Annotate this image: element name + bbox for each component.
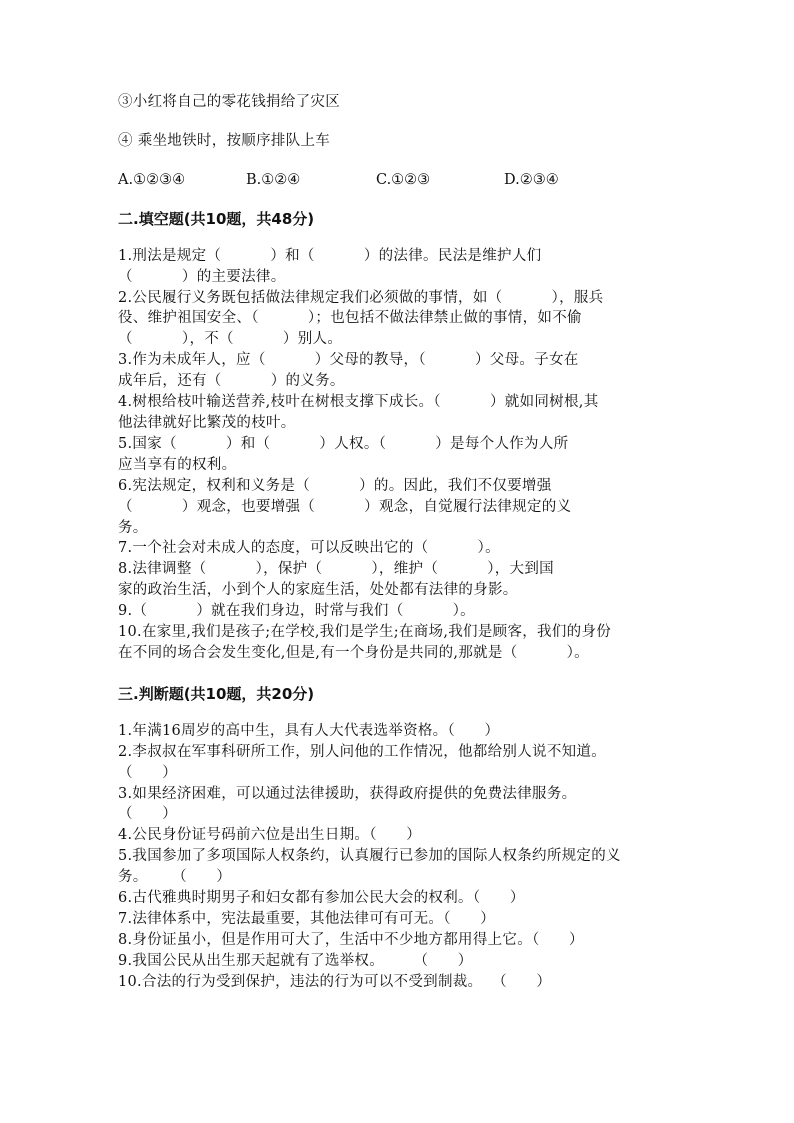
- judge-line: 9.我国公民从出生那天起就有了选举权。 （ ）: [118, 952, 473, 969]
- option-d: D.②③④: [504, 171, 559, 188]
- judge-line: 5.我国参加了多项国际人权条约，认真履行已参加的国际人权条约所规定的义: [118, 848, 621, 865]
- q8-item-4: ④ 乘坐地铁时，按顺序排队上车: [118, 132, 331, 149]
- fill-line: 役、维护祖国安全、（ ）；也包括不做法律禁止做的事情，如不偷: [118, 310, 582, 327]
- option-b: B.①②④: [246, 171, 301, 188]
- fill-line: 8.法律调整（ ），保护（ ），维护（ ），大到国: [118, 561, 554, 578]
- option-a: A.①②③④: [118, 171, 186, 188]
- fill-line: 他法律就好比繁茂的枝叶。: [118, 414, 296, 431]
- judge-line: （ ）: [118, 806, 178, 823]
- section-fill-in-heading: 二.填空题(共10题，共48分): [118, 209, 315, 228]
- fill-line: 9.（ ）就在我们身边，时常与我们（ ）。: [118, 603, 475, 620]
- q8-item-3: ③小红将自己的零花钱捐给了灾区: [118, 94, 340, 110]
- judge-line: 4.公民身份证号码前六位是出生日期。（ ）: [118, 827, 422, 844]
- fill-line: 务。: [118, 519, 148, 536]
- section-true-false-body: [118, 721, 678, 993]
- fill-line: 成年后，还有（ ）的义务。: [118, 373, 345, 390]
- fill-line: 5.国家（ ）和（ ）人权。（ ）是每个人作为人所: [118, 435, 569, 452]
- judge-line: 7.法律体系中，宪法最重要，其他法律可有可无。（ ）: [118, 911, 496, 927]
- judge-line: 务。 （ ）: [118, 869, 232, 886]
- fill-line: 在不同的场合会发生变化,但是,有一个身份是共同的,那就是（ ）。: [118, 644, 589, 661]
- fill-line: 4.树根给枝叶输送营养,枝叶在树根支撑下成长。（ ）就如同树根,其: [118, 394, 599, 411]
- fill-line: 家的政治生活，小到个人的家庭生活，处处都有法律的身影。: [118, 582, 518, 599]
- judge-line: 10.合法的行为受到保护，违法的行为可以不受到制裁。 （ ）: [118, 973, 552, 990]
- section-fill-in-body: [118, 246, 678, 664]
- fill-line: 1.刑法是规定（ ）和（ ）的法律。民法是维护人们: [118, 247, 542, 264]
- judge-line: 6.古代雅典时期男子和妇女都有参加公民大会的权利。（ ）: [118, 890, 525, 907]
- fill-line: 6.宪法规定，权利和义务是（ ）的。因此，我们不仅要增强: [118, 477, 552, 494]
- document-page: [118, 92, 678, 993]
- fill-line: 3.作为未成年人，应（ ）父母的教导，（ ）父母。子女在: [118, 352, 579, 369]
- judge-line: 1.年满16周岁的高中生，具有人大代表选举资格。（ ）: [118, 722, 500, 739]
- fill-line: 7.一个社会对未成人的态度，可以反映出它的（ ）。: [118, 540, 500, 557]
- fill-line: （ ）观念，也要增强（ ）观念，自觉履行法律规定的义: [118, 498, 572, 515]
- judge-line: 8.身份证虽小，但是作用可大了，生活中不少地方都用得上它。（ ）: [118, 931, 584, 948]
- fill-line: 应当享有的权利。: [118, 456, 237, 473]
- q8-options: [118, 170, 678, 191]
- option-c: C.①②③: [376, 171, 431, 188]
- fill-line: 10.在家里,我们是孩子;在学校,我们是学生;在商场,我们是顾客，我们的身份: [118, 624, 612, 641]
- judge-line: 3.如果经济困难，可以通过法律援助，获得政府提供的免费法律服务。: [118, 785, 577, 802]
- fill-line: （ ），不（ ）别人。: [118, 331, 343, 348]
- judge-line: （ ）: [118, 764, 178, 781]
- fill-line: （ ）的主要法律。: [118, 268, 286, 285]
- fill-line: 2.公民履行义务既包括做法律规定我们必须做的事情，如（ ），服兵: [118, 289, 604, 306]
- section-true-false-heading: 三.判断题(共10题，共20分): [118, 684, 315, 703]
- judge-line: 2.李叔叔在军事科研所工作，别人问他的工作情况，他都给别人说不知道。: [118, 743, 607, 760]
